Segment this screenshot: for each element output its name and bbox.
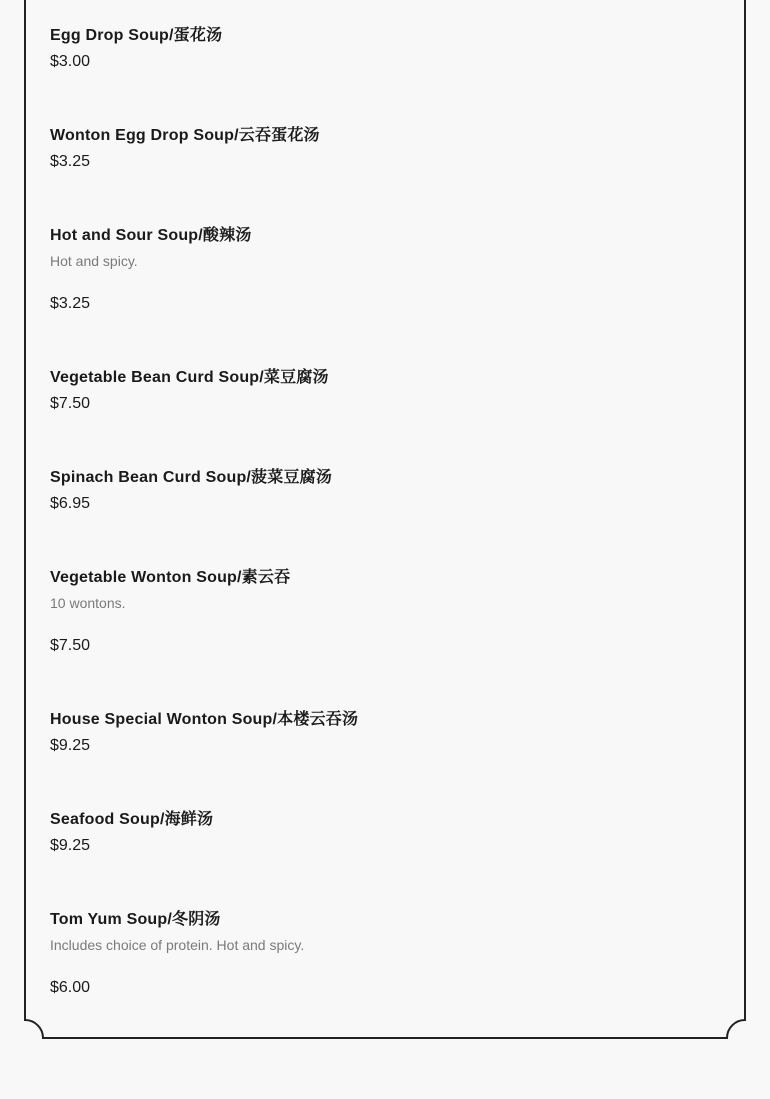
item-price: $6.00 (50, 979, 91, 996)
item-price: $3.00 (50, 53, 91, 70)
item-name: Wonton Egg Drop Soup/云吞蛋花汤 (50, 127, 320, 144)
item-name: House Special Wonton Soup/本楼云吞汤 (50, 711, 359, 728)
item-price: $6.95 (50, 495, 91, 512)
item-name: Tom Yum Soup/冬阴汤 (50, 911, 221, 928)
item-name: Vegetable Bean Curd Soup/菜豆腐汤 (50, 369, 329, 386)
item-price: $3.25 (50, 295, 91, 312)
item-description: Includes choice of protein. Hot and spicy. (50, 937, 305, 953)
item-name: Seafood Soup/海鲜汤 (50, 811, 214, 828)
item-description: Hot and spicy. (50, 253, 138, 269)
item-price: $9.25 (50, 837, 91, 854)
item-price: $7.50 (50, 637, 91, 654)
item-name: Vegetable Wonton Soup/素云吞 (50, 569, 291, 586)
item-price: $9.25 (50, 737, 91, 754)
item-name: Hot and Sour Soup/酸辣汤 (50, 227, 252, 244)
item-description: 10 wontons. (50, 595, 126, 611)
item-name: Spinach Bean Curd Soup/菠菜豆腐汤 (50, 469, 333, 486)
item-price: $7.50 (50, 395, 91, 412)
item-price: $3.25 (50, 153, 91, 170)
menu-item-list (50, 0, 730, 1010)
item-name: Egg Drop Soup/蛋花汤 (50, 27, 223, 44)
